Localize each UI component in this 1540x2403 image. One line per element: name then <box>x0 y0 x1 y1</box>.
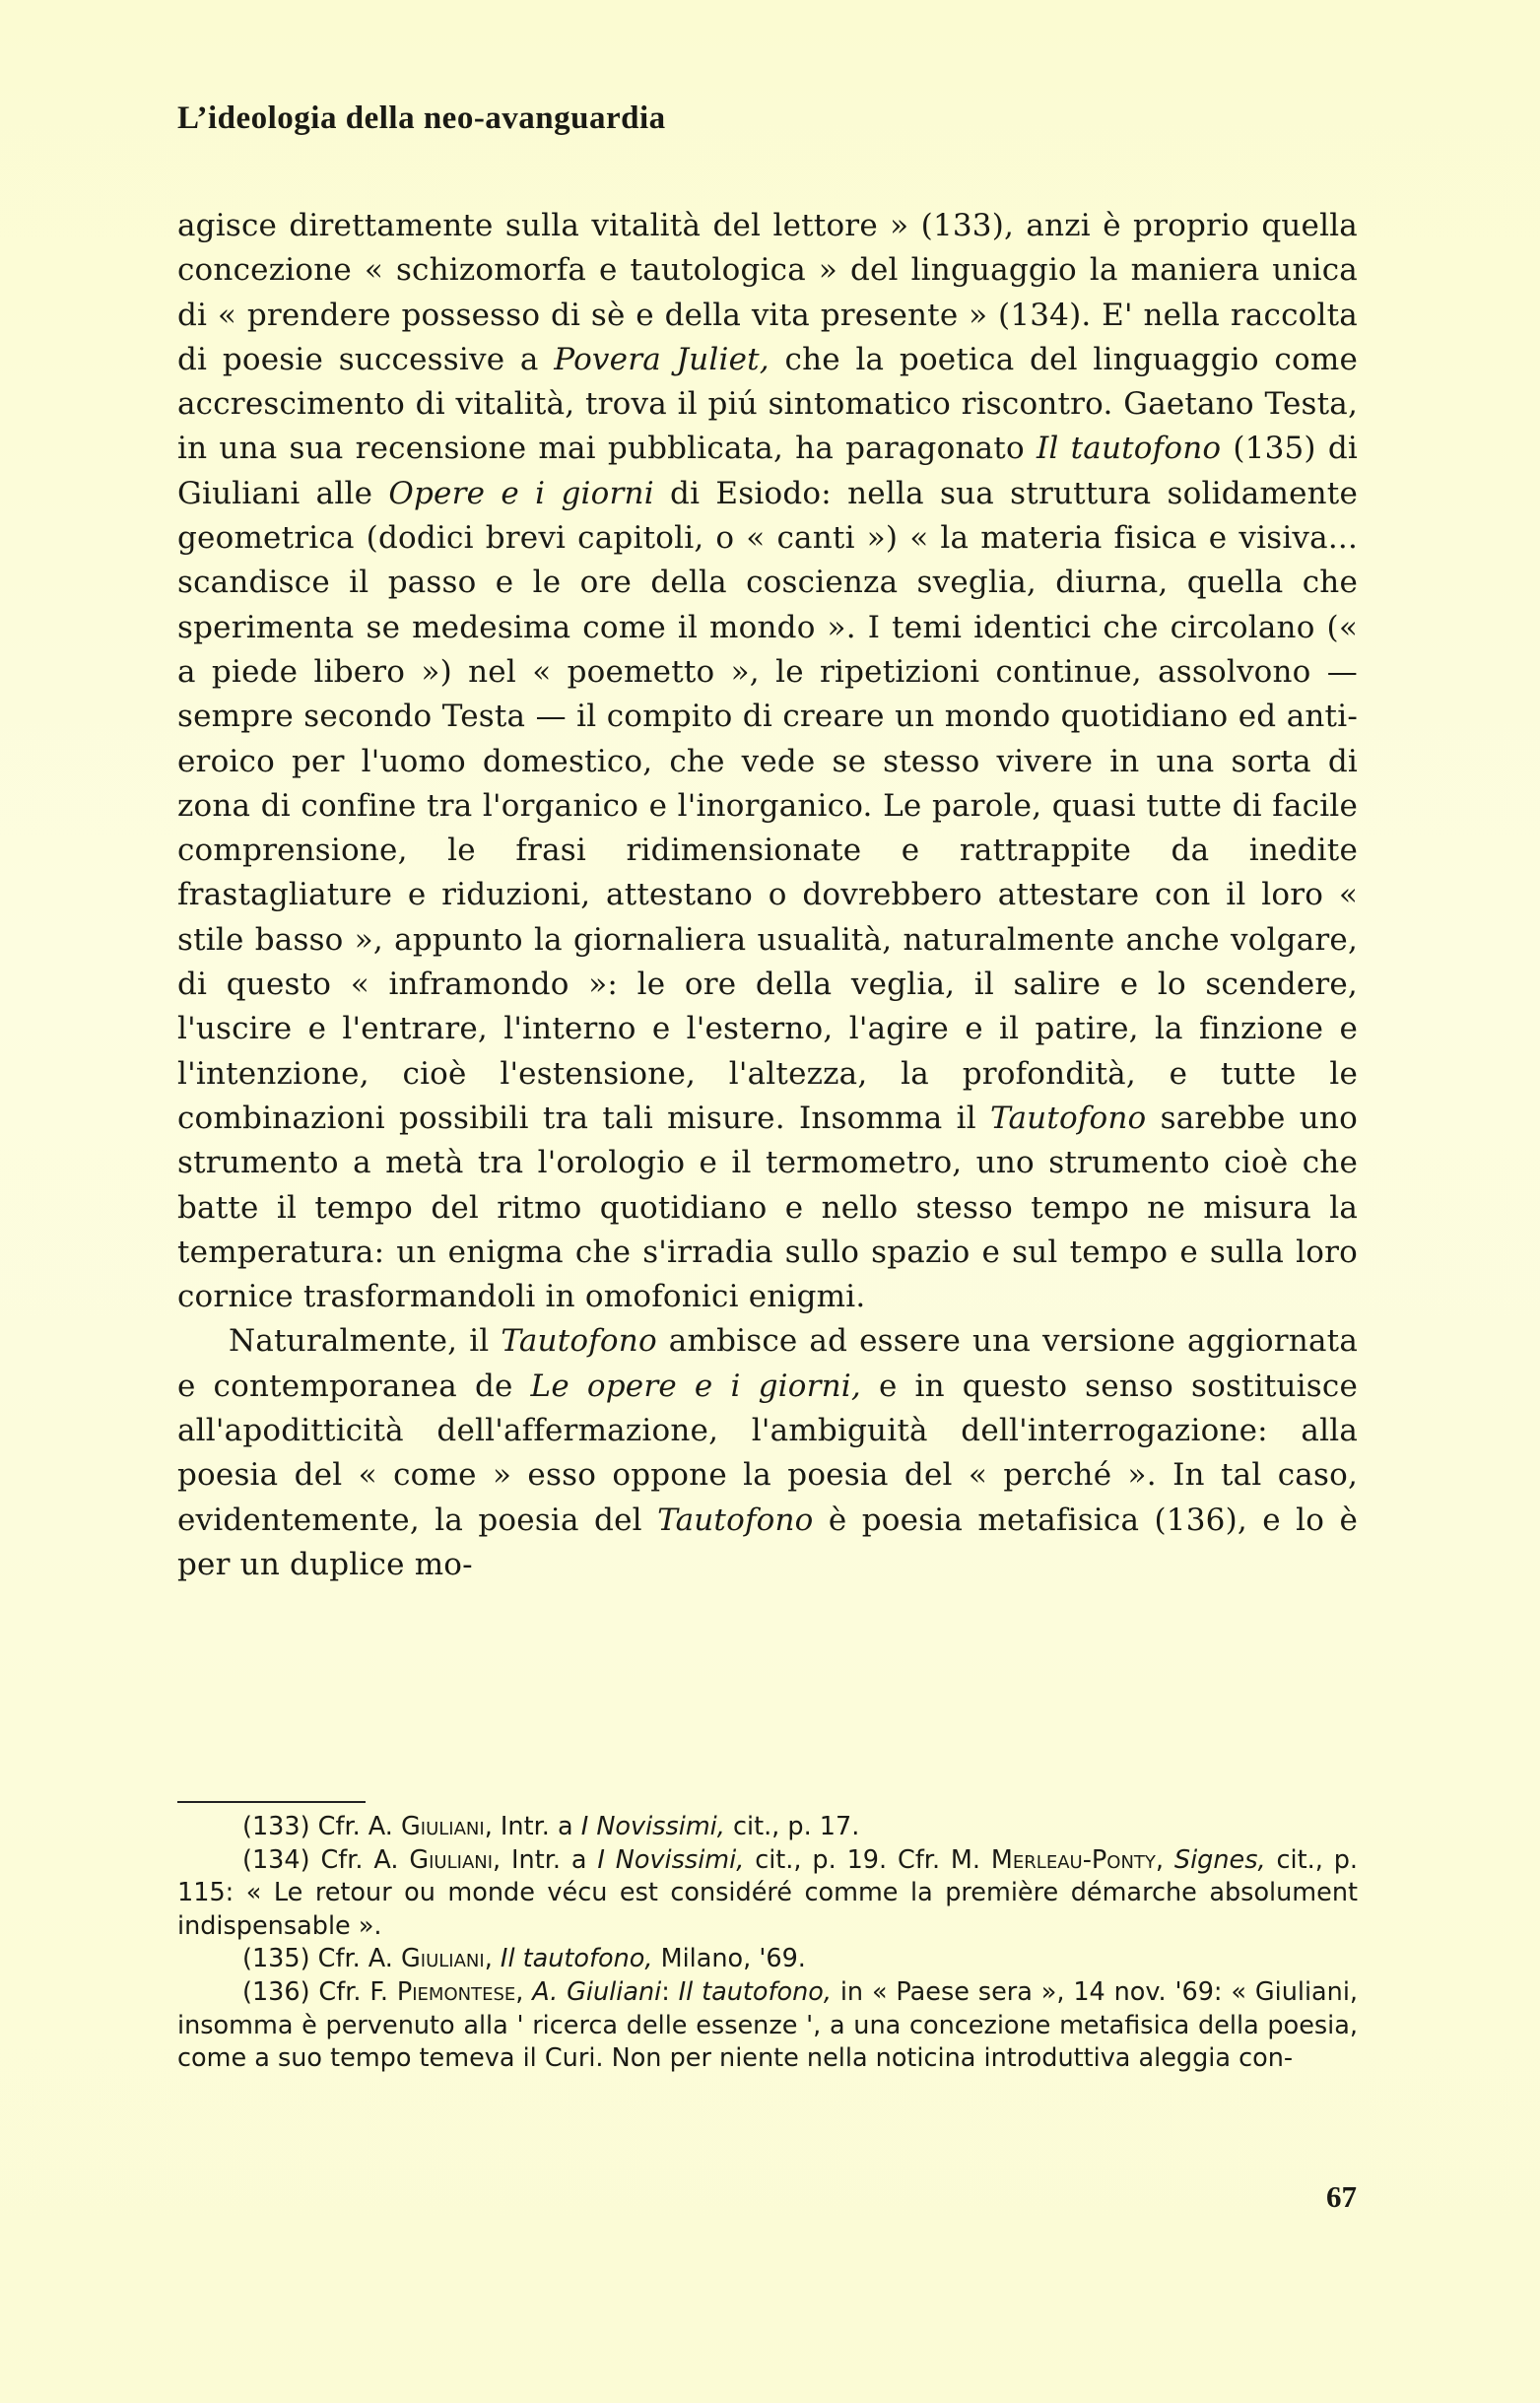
author-name: Giuliani <box>401 1944 485 1974</box>
note-text: (136) Cfr. F. <box>242 1976 397 2007</box>
note-text: : <box>661 1976 679 2007</box>
note-text: Milano, '69. <box>652 1944 806 1974</box>
note-text: cit., p. 17. <box>724 1812 860 1841</box>
footnote-133 <box>177 1811 1358 1844</box>
note-text: , Intr. a <box>484 1812 581 1841</box>
italic-title: Il tautofono <box>1036 431 1222 467</box>
note-text: in « Paese sera », 14 nov. '69: « Giuliani, insomma è pervenuto alla ' ricerca delle essenze ', a una concezione metafisica della poesia, come a suo tempo temeva il Curi. Non per niente nella noticina introduttiva aleggia con- <box>177 1976 1359 2074</box>
paragraph-1 <box>177 204 1358 1319</box>
note-title: A. Giuliani <box>532 1976 662 2007</box>
paragraph-2 <box>177 1319 1358 1587</box>
text-run: ambisce ad essere una versione aggiornata e contemporanea de <box>177 1323 1358 1404</box>
footnote-134 <box>177 1844 1358 1944</box>
note-title: Signes, <box>1173 1844 1266 1875</box>
page-number: 67 <box>1326 2179 1357 2214</box>
italic-title: Povera Juliet, <box>554 341 770 377</box>
footnote-136 <box>177 1976 1358 2076</box>
author-name: Giuliani <box>401 1812 485 1841</box>
text-run: (135) di Giuliani alle <box>177 431 1358 511</box>
text-run: che la poetica del linguaggio come accrescimento di vitalità, trova il piú sintomatico riscontro. Gaetano Testa, in una sua recensione mai pubblicata, ha paragonato <box>177 341 1358 467</box>
note-text: , <box>1155 1844 1174 1875</box>
text-run: sarebbe uno strumento a metà tra l'orologio e il termometro, uno strumento cioè che batte il tempo del ritmo quotidiano e nello stesso tempo ne misura la temperatura: un enigma che s'irradia sullo spazio e sul tempo e sulla loro cornice trasformandoli in omofonici enigmi. <box>177 1100 1358 1315</box>
running-header: L’ideologia della neo-avanguardia <box>177 100 666 136</box>
italic-title: Tautofono <box>657 1502 814 1538</box>
footnote-separator <box>177 1801 366 1803</box>
author-name: Piemontese <box>396 1976 516 2007</box>
note-title: I Novissimi, <box>597 1844 745 1875</box>
text-run: agisce direttamente sulla vitalità del lettore » (133), anzi è proprio quella concezione « schizomorfa e tautologica » del linguaggio la maniera unica di « prendere possesso di sè e della vita presente » (134). E' nella raccolta di poesie successive a <box>177 208 1358 377</box>
text-run: Naturalmente, il <box>229 1323 502 1360</box>
italic-title: Opere e i giorni <box>388 475 654 511</box>
italic-title: Tautofono <box>501 1323 657 1360</box>
text-run: è poesia metafisica (136), e lo è per un duplice mo- <box>177 1502 1358 1582</box>
main-text <box>177 204 1358 1587</box>
note-text: cit., p. 115: « Le retour ou monde vécu est considéré comme la première démarche absolument indispensable ». <box>177 1844 1358 1941</box>
italic-title: Le opere e i giorni, <box>530 1368 861 1404</box>
text-run: di Esiodo: nella sua struttura solidamente geometrica (dodici brevi capitoli, o « canti ») « la materia fisica e visiva... scandisce il passo e le ore della coscienza sveglia, diurna, quella che sperimenta se medesima come il mondo ». I temi identici che circolano (« a piede libero ») nel « poemetto », le ripetizioni continue, assolvono — sempre secondo Testa — il compito di creare un mondo quotidiano ed anti-eroico per l'uomo domestico, che vede se stesso vivere in una sorta di zona di confine tra l'organico e l'inorganico. Le parole, quasi tutte di facile comprensione, le frasi ridimensionate e rattrappite da inedite frastagliature e riduzioni, attestano o dovrebbero attestare con il loro « stile basso », appunto la giornaliera usualità, naturalmente anche volgare, di questo « inframondo »: le ore della veglia, il salire e lo scendere, l'uscire e l'entrare, l'interno e l'esterno, l'agire e il patire, la finzione e l'intenzione, cioè l'estensione, l'altezza, la profondità, e tutte le combinazioni possibili tra tali misure. Insomma il <box>177 475 1358 1136</box>
author-name: Merleau-Ponty <box>990 1844 1156 1875</box>
note-title: Il tautofono, <box>500 1944 653 1974</box>
author-name: Giuliani <box>409 1844 494 1875</box>
italic-title: Tautofono <box>990 1100 1147 1136</box>
note-title: I Novissimi, <box>580 1812 725 1841</box>
note-text: , <box>484 1944 501 1974</box>
note-text: , Intr. a <box>493 1844 598 1875</box>
footnotes <box>177 1811 1358 2076</box>
note-text: (133) Cfr. A. <box>242 1812 402 1841</box>
note-text: (134) Cfr. A. <box>242 1844 410 1875</box>
note-text: cit., p. 19. Cfr. M. <box>744 1844 991 1875</box>
text-run: e in questo senso sostituisce all'apoditticità dell'affermazione, l'ambiguità dell'interrogazione: alla poesia del « come » esso oppone la poesia del « perché ». In tal caso, evidentemente, la poesia del <box>177 1368 1358 1538</box>
note-text: , <box>515 1976 533 2007</box>
note-title: Il tautofono, <box>678 1976 832 2007</box>
footnote-135 <box>177 1943 1358 1976</box>
note-text: (135) Cfr. A. <box>242 1944 402 1974</box>
